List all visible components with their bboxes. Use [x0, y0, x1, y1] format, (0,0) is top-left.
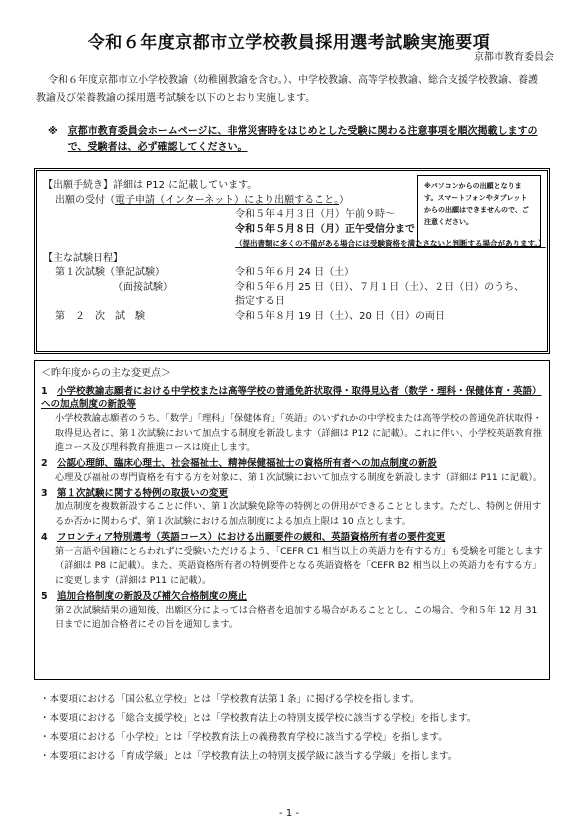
change-body: 第一言語や国籍にとらわれずに受験いただけるよう、「CEFR C1 相当以上の英語力を有する方」も受験を可能とします（詳細は P8 に記載）。また、英語資格所有者の特例要件となる英語資格を「CEFR B2 相当以上の英語力を有する方」に変更します（詳細は P11 に記載）。 [55, 545, 543, 587]
schedule-row: 第１次試験（筆記試験） 令和５年６月 24 日（土） [55, 267, 355, 278]
change-body: 第２次試験結果の通知後、出願区分によっては合格者を追加する場合があることとし、この場合、令和５年 12 月 31 日までに追加合格者にその旨を通知します。 [55, 604, 538, 631]
definitions-list [40, 690, 550, 766]
application-label: 【出願手続き】詳細は P12 に記載しています。 [43, 180, 258, 191]
change-heading: 1 小学校教諭志願者における中学校または高等学校の普通免許状取得・取得見込者（数学・理科・保健体育・英語）への加点制度の新設等 [41, 385, 542, 411]
definition-item: ・本要項における「総合支援学校」とは「学校教育法上の特別支援学校に該当する学校」を指します。 [40, 713, 477, 724]
definition-item: ・本要項における「国公私立学校」とは「学校教育法第１条」に掲げる学校を指します。 [40, 694, 420, 705]
schedule-row: （面接試験） 令和５年６月 25 日（日）、７月１日（土）、２日（日）のうち、 [113, 281, 525, 293]
change-item [41, 457, 543, 485]
application-schedule-box [34, 168, 550, 354]
application-warning: （提出書類に多くの不備がある場合には受験資格を満たさないと判断する場合があります。） [235, 239, 546, 248]
change-heading: 4 フロンティア特別選考（英語コース）における出願要件の緩和、英語資格所有者の要件変更 [41, 531, 446, 543]
changes-box [34, 360, 550, 680]
change-body: 加点制度を複数新設することに伴い、第１次試験免除等の特例との併用ができることとします。ただし、特例と併用するか否かに関わらず、第１次試験における加点制度による加点上限は 10 点とします。 [55, 501, 542, 528]
application-period-end: 令和５年５月８日（月）正午受信分まで [235, 223, 415, 235]
pc-application-note: ※パソコンからの出願となります。スマートフォンやタブレットからの出願はできませんので、ご注意ください。 [417, 175, 541, 247]
schedule-label: 【主な試験日程】 [43, 252, 123, 264]
notice-text: 京都市教育委員会ホームページに、非常災害時をはじめとした受験に関わる注意事項を順次掲載しますので、受験者は、必ず確認してください。 [67, 126, 538, 153]
notice [48, 124, 548, 155]
change-heading: 5 追加合格制度の新設及び補欠合格制度の廃止 [41, 590, 248, 602]
application-receipt: 出願の受付（電子申請（インターネット）により出願すること。） [55, 194, 350, 206]
application-period-start: 令和５年４月３日（月）午前９時～ [235, 209, 395, 220]
change-heading: 2 公認心理師、臨床心理士、社会福祉士、精神保健福祉士の資格所有者への加点制度の新設 [41, 458, 438, 470]
definition-item: ・本要項における「育成学級」とは「学校教育法上の特別支援学級に該当する学級」を指します。 [40, 751, 458, 762]
organization-name: 京都市教育委員会 [474, 52, 554, 63]
schedule-row: 指定する日 [235, 296, 285, 307]
schedule-row: 第 ２ 次 試 験 令和５年８月 19 日（土）、20 日（日）の両日 [55, 310, 445, 322]
page-title: 令和６年度京都市立学校教員採用選考試験実施要項 [87, 33, 491, 53]
definition-item: ・本要項における「小学校」とは「学校教育法上の義務教育学校に該当する学校」を指します。 [40, 732, 448, 743]
notice-mark: ※ [48, 126, 58, 137]
change-heading: 3 第１次試験に関する特例の取扱いの変更 [41, 487, 229, 499]
changes-header: ＜昨年度からの主な変更点＞ [41, 368, 171, 379]
change-body: 小学校教諭志願者のうち、「数学」「理科」「保健体育」「英語」のいずれかの中学校または高等学校の普通免許状取得・取得見込者に、第１次試験において加点する制度を新設します（詳細は P12 に記載）。これに伴い、小学校英語教育推進コース及び理科教育推進コースは廃止します。 [55, 413, 543, 454]
change-item [41, 385, 543, 457]
change-item [41, 590, 543, 633]
change-body: 心理及び福祉の専門資格を有する方を対象に、第１次試験において加点する制度を新設します（詳細は P11 に記載）。 [55, 471, 543, 483]
change-item [41, 531, 543, 589]
change-item [41, 487, 543, 530]
page-number: - 1 - [279, 808, 299, 819]
intro-paragraph: 令和６年度京都市立小学校教諭（幼稚園教諭を含む。）、中学校教諭、高等学校教諭、総合支援学校教諭、養護教諭及び栄養教諭の採用選考試験を以下のとおり実施します。 [36, 75, 538, 104]
application-method: 電子申請（インターネット）により出願すること。 [115, 194, 340, 206]
